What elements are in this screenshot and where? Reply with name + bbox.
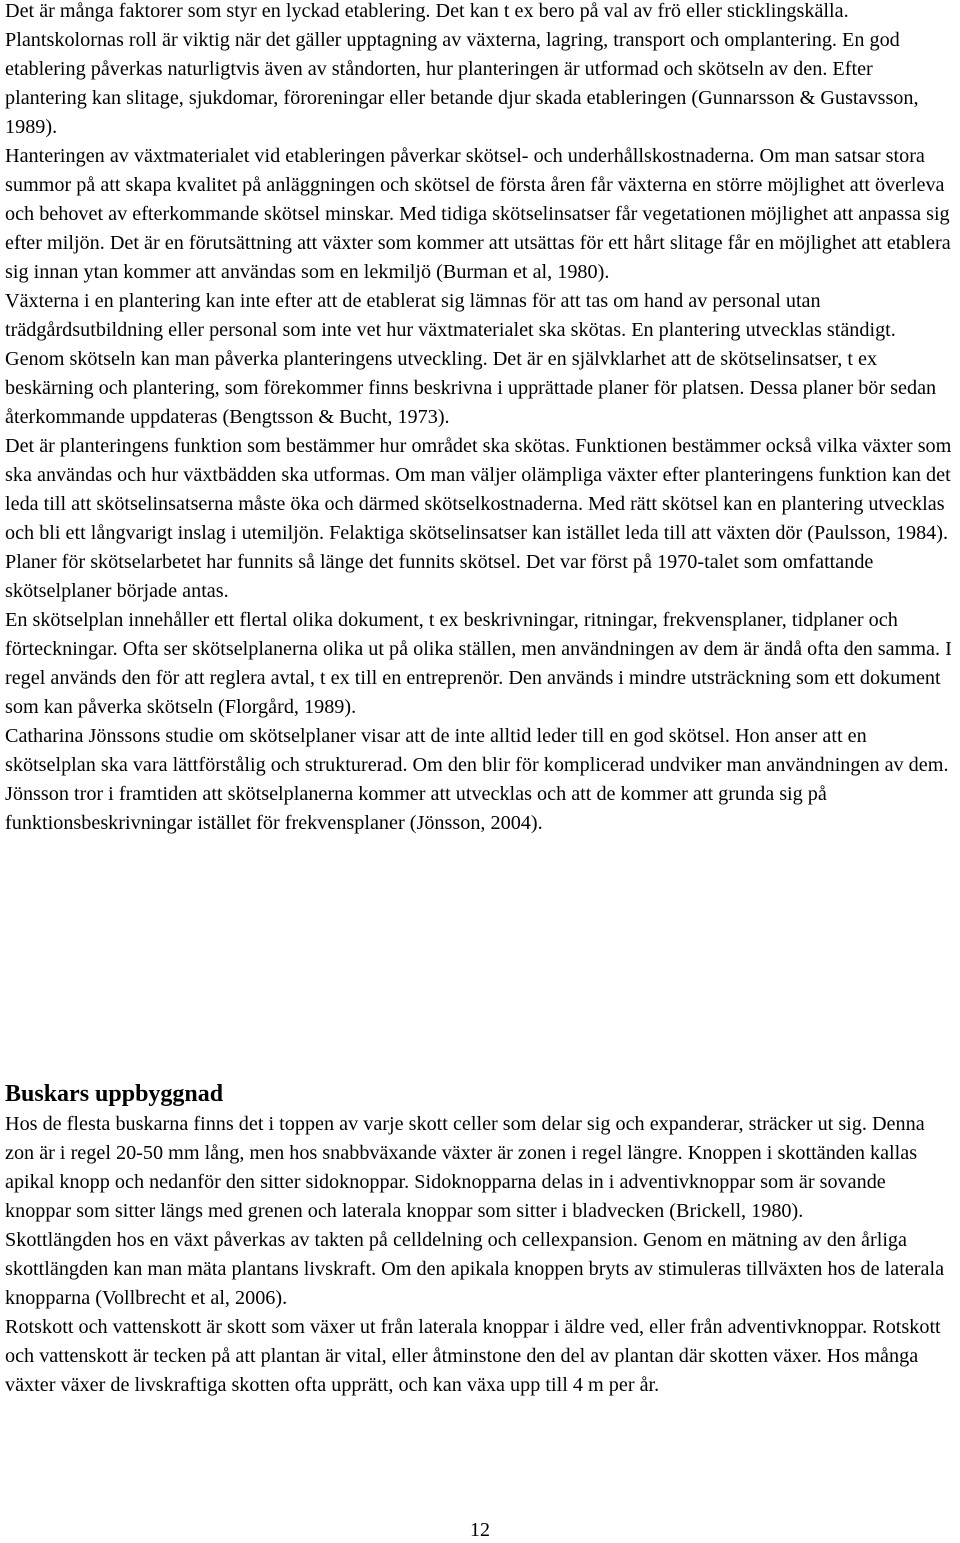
paragraph: Skottlängden hos en växt påverkas av takten på celldelning och cellexpansion. Genom en mätning av den årliga skottlängden kan man mäta plantans livskraft. Om den apikala knoppen bryts av stimuleras tillväxten hos de laterala knopparna (Vollbrecht et al, 2006). (5, 1229, 945, 1309)
paragraph: Växterna i en plantering kan inte efter att de etablerat sig lämnas för att tas om hand av personal utan trädgårdsutbildning eller personal som inte vet hur växtmaterialet ska skötas. En plantering utvecklas ständigt. Genom skötseln kan man påverka planteringens utveckling. Det är en självklarhet att de skötselinsatser, t ex beskärning och plantering, som förekommer finns beskrivna i upprättade planer för platsen. Dessa planer bör sedan återkommande uppdateras (Bengtsson & Bucht, 1973). (5, 290, 937, 428)
paragraph: Planer för skötselarbetet har funnits så länge det funnits skötsel. Det var först på 1970-talet som omfattande skötselplaner började antas. (5, 551, 874, 602)
paragraph: Det är planteringens funktion som bestämmer hur området ska skötas. Funktionen bestämmer också vilka växter som ska användas och hur växtbädden ska utformas. Om man väljer olämpliga växter efter planteringens funktion kan det leda till att skötselinsatserna måste öka och därmed skötselkostnaderna. Med rätt skötsel kan en plantering utvecklas och bli ett långvarigt inslag i utemiljön. Felaktiga skötselinsatser kan istället leda till att växten dör (Paulsson, 1984). (5, 435, 952, 544)
section-shrub-structure (5, 1110, 955, 1400)
paragraph: En skötselplan innehåller ett flertal olika dokument, t ex beskrivningar, ritningar, frekvensplaner, tidplaner och förteckningar. Ofta ser skötselplanerna olika ut på olika ställen, men användningen av dem är ändå ofta den samma. I regel används den för att reglera avtal, t ex till en entreprenör. Den används i mindre utsträckning som ett dokument som kan påverka skötseln (Florgård, 1989). (5, 609, 952, 718)
paragraph: Det är många faktorer som styr en lyckad etablering. Det kan t ex bero på val av frö eller sticklingskälla. Plantskolornas roll är viktig när det gäller upptagning av växterna, lagring, transport och omplantering. En god etablering påverkas naturligtvis även av ståndorten, hur planteringen är utformad och skötseln av den. Efter plantering kan slitage, sjukdomar, föroreningar eller betande djur skada etableringen (Gunnarsson & Gustavsson, 1989). (5, 0, 919, 138)
section-heading: Buskars uppbyggnad (5, 1081, 224, 1107)
paragraph: Catharina Jönssons studie om skötselplaner visar att de inte alltid leder till en god skötsel. Hon anser att en skötselplan ska vara lättförstålig och strukturerad. Om den blir för komplicerad undviker man användningen av dem. Jönsson tror i framtiden att skötselplanerna kommer att utvecklas och att de kommer att grunda sig på funktionsbeskrivningar istället för frekvensplaner (Jönsson, 2004). (5, 725, 949, 834)
paragraph: Hos de flesta buskarna finns det i toppen av varje skott celler som delar sig och expanderar, sträcker ut sig. Denna zon är i regel 20-50 mm lång, men hos snabbväxande växter är zonen i regel längre. Knoppen i skottänden kallas apikal knopp och nedanför den sitter sidoknoppar. Sidoknopparna delas in i adventivknoppar som är sovande knoppar som sitter längs med grenen och laterala knoppar som sitter i bladvecken (Brickell, 1980). (5, 1113, 925, 1222)
page-number: 12 (470, 1519, 490, 1541)
paragraph: Hanteringen av växtmaterialet vid etableringen påverkar skötsel- och underhållskostnaderna. Om man satsar stora summor på att skapa kvalitet på anläggningen och skötsel de första åren får växterna en större möjlighet att överleva och behovet av efterkommande skötsel minskar. Med tidiga skötselinsatser får vegetationen möjlighet att anpassa sig efter miljön. Det är en förutsättning att växter som kommer att utsättas för ett hårt slitage får en möjlighet att etablera sig innan ytan kommer att användas som en lekmiljö (Burman et al, 1980). (5, 145, 951, 283)
section-planting-care (5, 0, 955, 838)
paragraph: Rotskott och vattenskott är skott som växer ut från laterala knoppar i äldre ved, eller från adventivknoppar. Rotskott och vattenskott är tecken på att plantan är vital, eller åtminstone den del av plantan där skotten växer. Hos många växter växer de livskraftiga skotten ofta upprätt, och kan växa upp till 4 m per år. (5, 1316, 941, 1396)
